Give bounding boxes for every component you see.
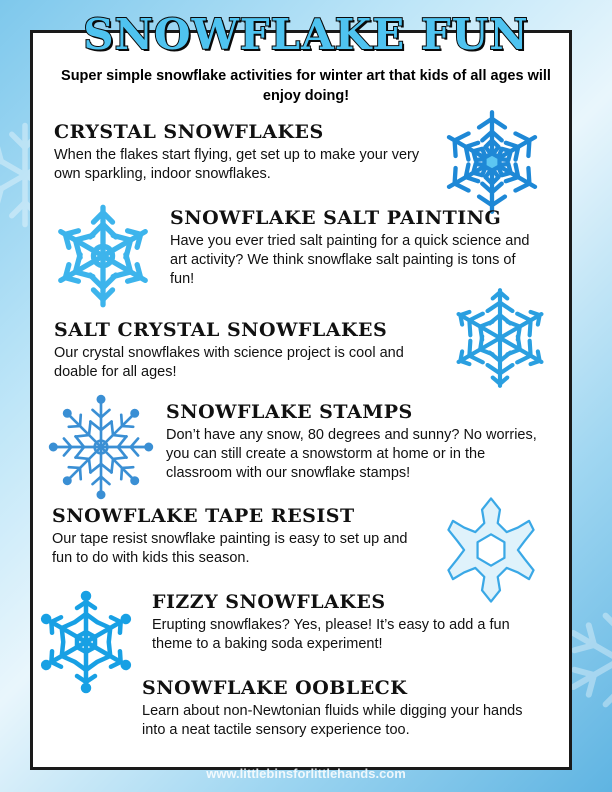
snowflake-icon [48,394,154,500]
section-text: When the flakes start flying, get set up to make your very own sparkling, indoor snowflakes. [54,147,420,182]
section-snowflake-salt-painting [170,206,542,289]
footer-url: www.littlebinsforlittlehands.com [206,766,406,781]
section-heading: SNOWFLAKE SALT PAINTING [170,207,502,229]
section-text: Our crystal snowflakes with science project is cool and doable for all ages! [54,345,404,380]
page-subtitle: Super simple snowflake activities for winter art that kids of all ages will enjoy doing! [61,68,551,104]
section-text: Don’t have any snow, 80 degrees and sunny? No worries, you can still create a snowstorm at home or in the classroom with our snowflake stamps! [166,427,537,481]
section-crystal-snowflakes [54,120,434,184]
section-heading: SNOWFLAKE STAMPS [166,401,413,423]
section-heading: SNOWFLAKE OOBLECK [142,677,408,699]
section-text: Have you ever tried salt painting for a quick science and art activity? We think snowflake salt painting is tons of fun! [170,233,530,287]
section-text: Our tape resist snowflake painting is easy to set up and fun to do with kids this season. [52,531,408,566]
snowflake-icon [438,108,546,216]
page-title: SNOWFLAKE FUN [83,10,529,59]
snowflake-icon [36,588,136,696]
snowflake-icon [448,286,552,390]
section-salt-crystal-snowflakes [54,318,434,382]
snowflake-icon [44,203,162,309]
section-fizzy-snowflakes [152,590,542,654]
section-heading: FIZZY SNOWFLAKES [152,591,386,613]
section-text: Learn about non-Newtonian fluids while digging your hands into a neat tactile sensory experience too. [142,703,523,738]
section-snowflake-stamps [166,400,544,483]
section-heading: CRYSTAL SNOWFLAKES [54,121,324,143]
section-snowflake-tape-resist [52,504,412,568]
section-heading: SALT CRYSTAL SNOWFLAKES [54,319,388,341]
section-heading: SNOWFLAKE TAPE RESIST [52,505,355,527]
section-text: Erupting snowflakes? Yes, please! It’s easy to add a fun theme to a baking soda experiment! [152,617,510,652]
section-snowflake-oobleck [142,676,542,740]
